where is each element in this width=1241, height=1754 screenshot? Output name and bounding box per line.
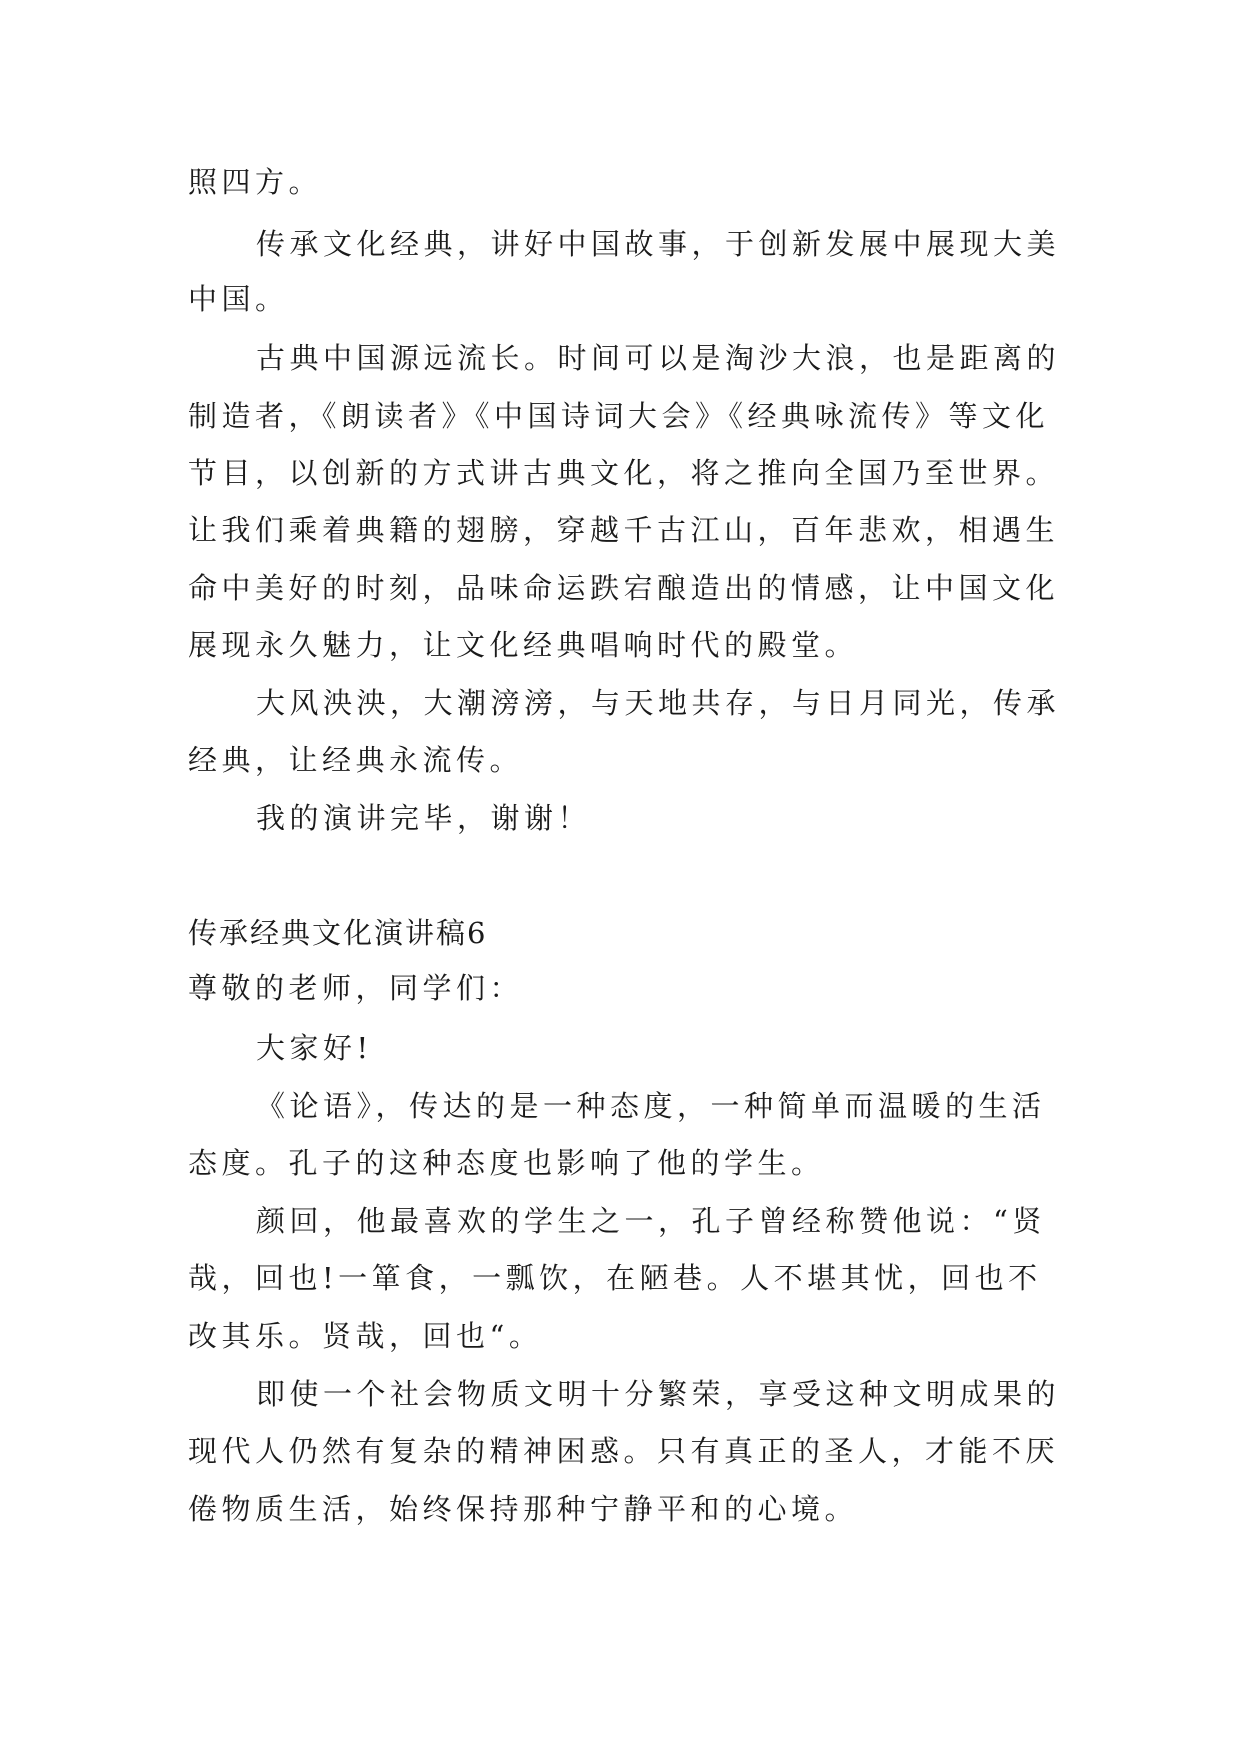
paragraph-line: 改其乐。贤哉，回也“。 (188, 1319, 543, 1353)
paragraph-line: 态度。孔子的这种态度也影响了他的学生。 (188, 1146, 825, 1180)
paragraph-line: 中国。 (188, 282, 289, 316)
paragraph-line: 制造者，《朗读者》《中国诗词大会》《经典咏流传》等文化 (188, 399, 1050, 433)
paragraph-line: 古典中国源远流长。时间可以是淘沙大浪，也是距离的 (256, 341, 1061, 375)
section-title: 传承经典文化演讲稿6 (188, 916, 488, 950)
paragraph-line: 哉，回也!一箪食，一瓢饮，在陋巷。人不堪其忧，回也不 (188, 1261, 1042, 1295)
paragraph-line: 即使一个社会物质文明十分繁荣，享受这种文明成果的 (256, 1377, 1061, 1411)
paragraph-line: 传承文化经典，讲好中国故事，于创新发展中展现大美 (256, 227, 1061, 261)
paragraph-line: 颜回，他最喜欢的学生之一，孔子曾经称赞他说：“贤 (256, 1204, 1046, 1238)
paragraph-line: 照四方。 (188, 165, 323, 199)
paragraph-line: 倦物质生活，始终保持那种宁静平和的心境。 (188, 1492, 859, 1526)
paragraph-line: 现代人仍然有复杂的精神困惑。只有真正的圣人，才能不厌 (188, 1434, 1060, 1468)
closing-line: 我的演讲完毕，谢谢！ (256, 801, 592, 835)
greeting: 大家好! (256, 1031, 373, 1065)
paragraph-line: 命中美好的时刻，品味命运跌宕酿造出的情感，让中国文化 (188, 571, 1060, 605)
paragraph-line: 节目，以创新的方式讲古典文化，将之推向全国乃至世界。 (188, 456, 1060, 490)
paragraph-line: 经典，让经典永流传。 (188, 743, 524, 777)
salutation: 尊敬的老师，同学们： (188, 971, 524, 1005)
paragraph-line: 大风泱泱，大潮滂滂，与天地共存，与日月同光，传承 (256, 686, 1061, 720)
paragraph-line: 展现永久魅力，让文化经典唱响时代的殿堂。 (188, 628, 859, 662)
paragraph-line: 《论语》，传达的是一种态度，一种简单而温暖的生活 (256, 1089, 1046, 1123)
paragraph-line: 让我们乘着典籍的翅膀，穿越千古江山，百年悲欢，相遇生 (188, 513, 1060, 547)
